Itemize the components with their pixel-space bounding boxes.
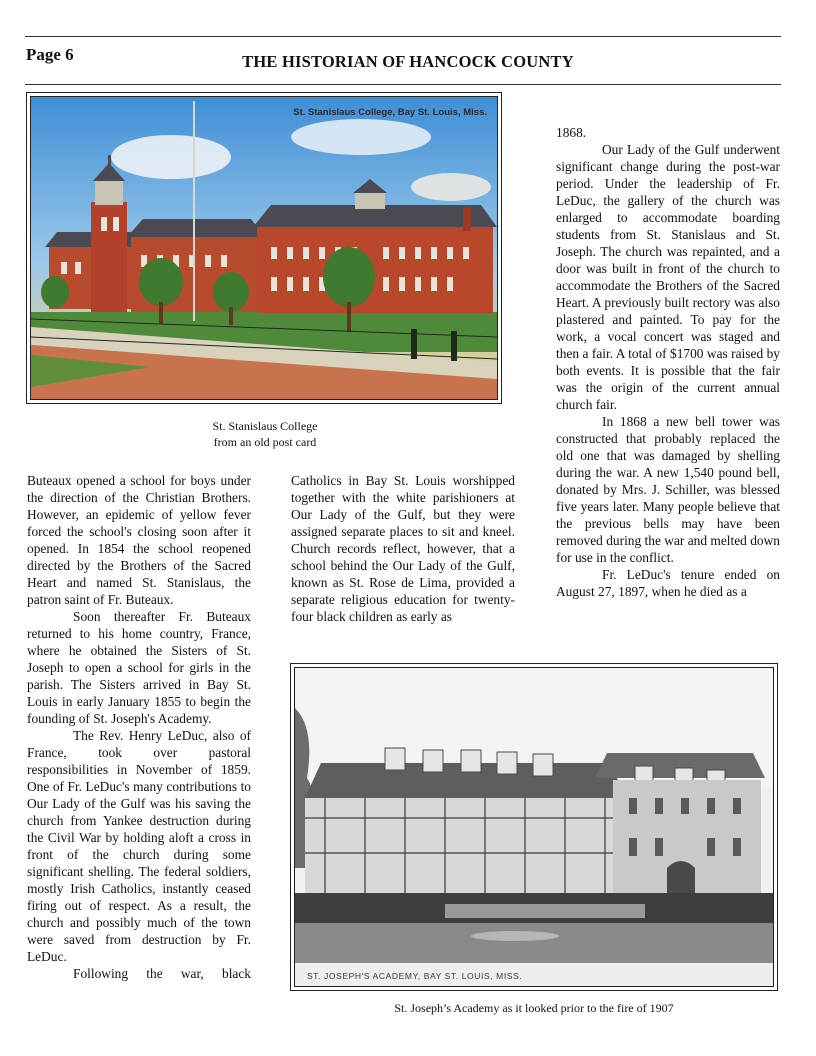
academy-photo [290,663,778,991]
col1-paragraph-3: The Rev. Henry LeDuc, also of France, took over pastoral responsibilities in November of 1859. One of Fr. LeDuc's many contributions to Our Lady of the Gulf was his saving the church from Yankee destruction during the Civil War by holding aloft a cross in front of the church during some significant shelling. The federal soldiers, mostly Irish Catholics, instantly ceased firing out of respect. As a result, the church and possibly much of the town were saved from destruction by Fr. LeDuc. [27,728,251,964]
postcard-title-text: St. Stanislaus College, Bay St. Louis, Miss. [293,107,487,118]
col3-paragraph-0: 1868. [556,125,587,140]
header-rule [25,84,781,85]
col2-paragraph-1: Catholics in Bay St. Louis worshipped together with the white parishioners at Our Lady of the Gulf, but they were assigned separate places to sit and kneel. Church records reflect, however, that a school behind the Our Lady of the Gulf, known as St. Rose de Lima, provided a separate religious education for twenty-four black children as early as [291,473,515,624]
page-title: THE HISTORIAN OF HANCOCK COUNTY [242,52,574,71]
photo1-caption [160,418,370,450]
photo1-caption-line2: from an old post card [213,435,317,449]
article-column-2 [291,472,515,625]
col3-paragraph-2: In 1868 a new bell tower was constructed that probably replaced the old one that was damaged by shelling during the war. A new 1,540 pound bell, donated by Mrs. J. Schiller, was blessed five years later. Many people believe that the previous bells may have been removed during the war and melted down for use in the conflict. [556,414,780,565]
col1-paragraph-1: Buteaux opened a school for boys under the direction of the Christian Brothers. However, an epidemic of yellow fever forced the school's closing soon after it opened. In 1854 the school reopened directed by the Brothers of the Sacred Heart and named St. Stanislaus, the patron saint of Fr. Buteaux. [27,473,251,607]
article-column-1 [27,472,251,982]
top-rule [25,36,781,37]
col3-paragraph-1: Our Lady of the Gulf underwent significant change during the post-war period. Under the leadership of Fr. LeDuc, the gallery of the church was enlarged to accommodate boarding students from St. Stanislaus and St. Joseph. The church was repainted, and a door was built in front of the church to accommodate the Brothers of the Sacred Heart. A previously built rectory was also plastered and painted. To pay for the work, a vocal concert was staged and then a fair. A total of $1700 was raised by both events. It is possible that the fair was the origin of the current annual church fair. [556,142,780,412]
photo1-caption-line1: St. Stanislaus College [212,419,318,433]
article-column-3 [556,124,780,600]
col3-paragraph-3: Fr. LeDuc's tenure ended on August 27, 1897, when he died as a [556,567,780,599]
page-number: Page 6 [26,45,74,64]
col1-paragraph-2: Soon thereafter Fr. Buteaux returned to his home country, France, where he obtained the Sisters of St. Joseph to open a school for girls in the parish. The Sisters arrived in Bay St. Louis in early January 1855 to begin the founding of St. Joseph's Academy. [27,609,251,726]
photo2-caption: St. Joseph’s Academy as it looked prior to the fire of 1907 [394,1001,674,1015]
college-postcard-illustration [31,97,497,399]
academy-photo-illustration [295,668,773,986]
academy-plate-text: ST. JOSEPH'S ACADEMY, BAY ST. LOUIS, MISS. [307,971,523,981]
col1-paragraph-4: Following the war, black [73,966,251,981]
college-postcard-photo [26,92,502,404]
